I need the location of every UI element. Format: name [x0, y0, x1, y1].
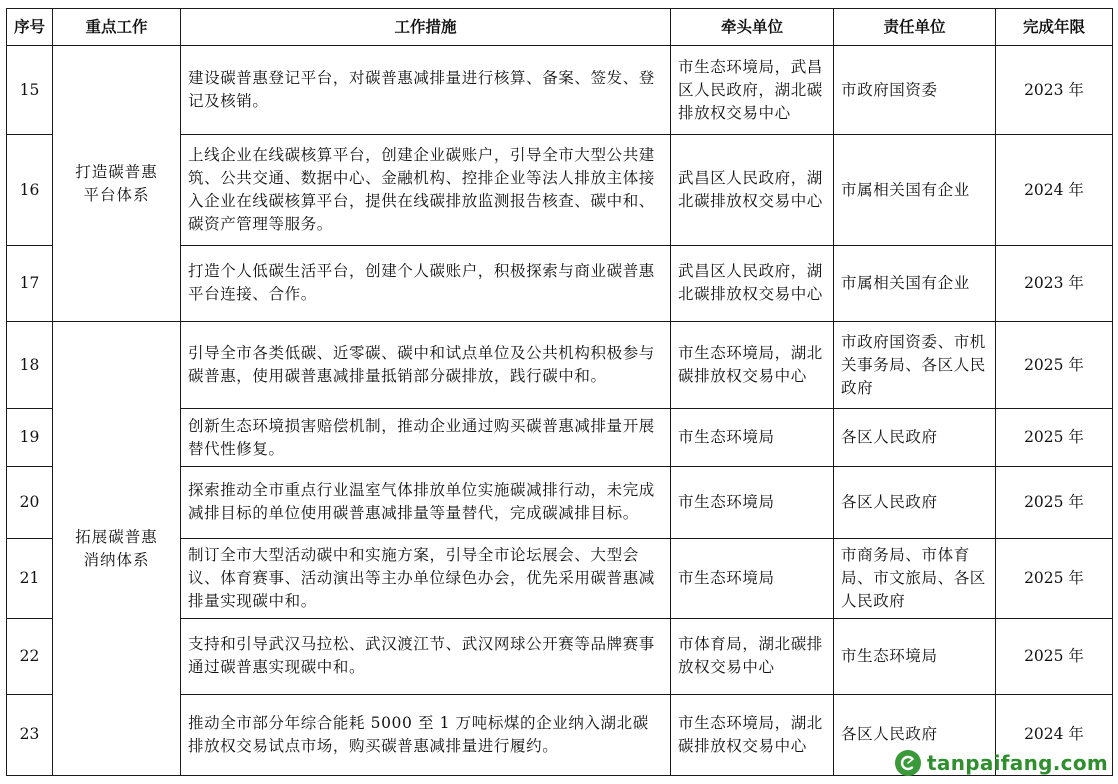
deadline-cell: 2024 年 [996, 694, 1113, 775]
watermark-text: tanpaifang.com [927, 751, 1108, 775]
key-work-line: 平台体系 [83, 185, 150, 204]
measures-cell: 创新生态环境损害赔偿机制，推动企业通过购买碳普惠减排量开展替代性修复。 [181, 409, 671, 466]
deadline-cell: 2025 年 [996, 466, 1113, 538]
measures-cell: 引导全市各类低碳、近零碳、碳中和试点单位及公共机构积极参与碳普惠，使用碳普惠减排量抵销部分碳排放，践行碳中和。 [181, 322, 671, 409]
key-work-line: 拓展碳普惠 [75, 527, 158, 546]
lead-unit-cell: 市生态环境局 [671, 409, 834, 466]
measures-cell: 上线企业在线碳核算平台，创建企业碳账户，引导全市大型公共建筑、公共交通、数据中心、金融机构、控排企业等法人排放主体接入企业在线碳核算平台，提供在线碳排放监测报告核查、碳中和、碳资产管理等服务。 [181, 135, 671, 245]
site-watermark [895, 750, 1108, 776]
row-number: 22 [7, 619, 53, 694]
lead-unit-cell: 武昌区人民政府，湖北碳排放权交易中心 [671, 245, 834, 321]
lead-unit-cell: 武昌区人民政府，湖北碳排放权交易中心 [671, 135, 834, 245]
lead-unit-cell: 市生态环境局，湖北碳排放权交易中心 [671, 322, 834, 409]
deadline-cell: 2025 年 [996, 539, 1113, 619]
measures-cell: 支持和引导武汉马拉松、武汉渡江节、武汉网球公开赛等品牌赛事通过碳普惠实现碳中和。 [181, 619, 671, 694]
leaf-c-logo-icon [895, 750, 921, 776]
col-header-responsible-unit: 责任单位 [834, 9, 996, 46]
col-header-no: 序号 [7, 9, 53, 46]
responsible-unit-cell: 市政府国资委 [834, 46, 996, 135]
header-row [7, 9, 1113, 46]
measures-cell: 建设碳普惠登记平台，对碳普惠减排量进行核算、备案、签发、登记及核销。 [181, 46, 671, 135]
col-header-key-work: 重点工作 [53, 9, 181, 46]
work-measures-table [6, 8, 1113, 776]
responsible-unit-cell: 各区人民政府 [834, 694, 996, 775]
deadline-cell: 2023 年 [996, 46, 1113, 135]
responsible-unit-cell: 各区人民政府 [834, 466, 996, 538]
deadline-cell: 2025 年 [996, 322, 1113, 409]
row-number: 17 [7, 245, 53, 321]
deadline-cell: 2025 年 [996, 409, 1113, 466]
measures-cell: 探索推动全市重点行业温室气体排放单位实施碳减排行动，未完成减排目标的单位使用碳普惠减排量等量替代，完成碳减排目标。 [181, 466, 671, 538]
key-work-line: 消纳体系 [83, 550, 150, 569]
deadline-cell: 2024 年 [996, 135, 1113, 245]
responsible-unit-cell: 市政府国资委、市机关事务局、各区人民政府 [834, 322, 996, 409]
measures-cell: 制订全市大型活动碳中和实施方案，引导全市论坛展会、大型会议、体育赛事、活动演出等主办单位绿色办会，优先采用碳普惠减排量实现碳中和。 [181, 539, 671, 619]
key-work-cell [53, 46, 181, 322]
row-number: 20 [7, 466, 53, 538]
key-work-line: 打造碳普惠 [75, 162, 158, 181]
deadline-cell: 2025 年 [996, 619, 1113, 694]
col-header-measures: 工作措施 [181, 9, 671, 46]
col-header-lead-unit: 牵头单位 [671, 9, 834, 46]
deadline-cell: 2023 年 [996, 245, 1113, 321]
row-number: 21 [7, 539, 53, 619]
responsible-unit-cell: 市属相关国有企业 [834, 135, 996, 245]
row-number: 18 [7, 322, 53, 409]
responsible-unit-cell: 市商务局、市体育局、市文旅局、各区人民政府 [834, 539, 996, 619]
lead-unit-cell: 市生态环境局，湖北碳排放权交易中心 [671, 694, 834, 775]
row-number: 19 [7, 409, 53, 466]
row-number: 16 [7, 135, 53, 245]
responsible-unit-cell: 市生态环境局 [834, 619, 996, 694]
table-row [7, 322, 1113, 409]
measures-cell: 推动全市部分年综合能耗 5000 至 1 万吨标煤的企业纳入湖北碳排放权交易试点市场，购买碳普惠减排量进行履约。 [181, 694, 671, 775]
measures-cell: 打造个人低碳生活平台，创建个人碳账户，积极探索与商业碳普惠平台连接、合作。 [181, 245, 671, 321]
row-number: 23 [7, 694, 53, 775]
responsible-unit-cell: 市属相关国有企业 [834, 245, 996, 321]
lead-unit-cell: 市生态环境局，武昌区人民政府，湖北碳排放权交易中心 [671, 46, 834, 135]
lead-unit-cell: 市生态环境局 [671, 539, 834, 619]
key-work-cell [53, 322, 181, 776]
responsible-unit-cell: 各区人民政府 [834, 409, 996, 466]
col-header-deadline: 完成年限 [996, 9, 1113, 46]
lead-unit-cell: 市生态环境局 [671, 466, 834, 538]
table-row [7, 46, 1113, 135]
row-number: 15 [7, 46, 53, 135]
lead-unit-cell: 市体育局，湖北碳排放权交易中心 [671, 619, 834, 694]
